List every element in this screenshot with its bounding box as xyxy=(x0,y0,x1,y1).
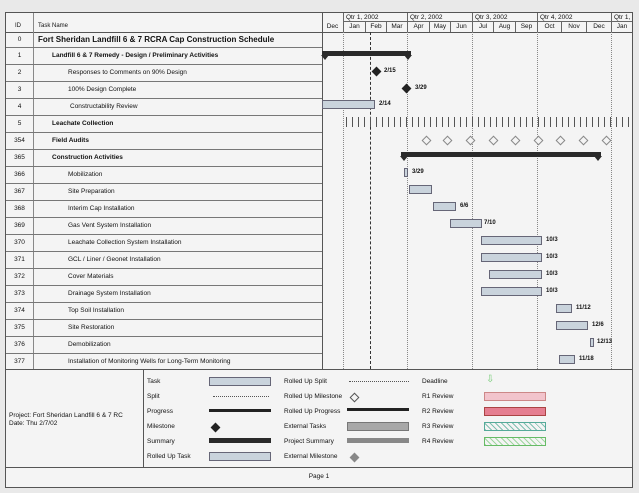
task-id: 374 xyxy=(14,307,25,314)
project-summary-swatch xyxy=(347,438,409,443)
task-id: 368 xyxy=(14,205,25,212)
task-id: 372 xyxy=(14,273,25,280)
deadline-arrow-icon: ⇩ xyxy=(486,374,495,385)
legend-label: External Tasks xyxy=(284,423,327,430)
task-bar[interactable] xyxy=(481,236,542,245)
task-row[interactable] xyxy=(6,201,632,218)
page-footer: Page 1 xyxy=(6,467,632,488)
task-row[interactable] xyxy=(6,82,632,99)
legend-label: Rolled Up Split xyxy=(284,378,327,385)
bar-label: 2/14 xyxy=(379,101,391,107)
legend-label: Rolled Up Milestone xyxy=(284,393,343,400)
legend-label: Rolled Up Task xyxy=(147,453,191,460)
task-bar[interactable] xyxy=(481,253,542,262)
legend-label: R2 Review xyxy=(422,408,454,415)
legend-label: Project Summary xyxy=(284,438,334,445)
task-name-header: Task Name xyxy=(38,23,69,29)
r4-review-swatch xyxy=(484,437,546,446)
summary-swatch xyxy=(209,438,271,443)
bar-label: 11/12 xyxy=(576,305,591,311)
month-header: Jan xyxy=(343,22,365,32)
task-bar[interactable] xyxy=(559,355,575,364)
task-name: Leachate Collection System Installation xyxy=(68,239,182,246)
legend-label: Progress xyxy=(147,408,174,415)
task-row[interactable] xyxy=(6,99,632,116)
task-row[interactable] xyxy=(6,337,632,354)
task-id: 373 xyxy=(14,290,25,297)
task-name: Field Audits xyxy=(52,137,89,144)
month-header: Mar xyxy=(386,22,407,32)
task-name: Site Restoration xyxy=(68,324,115,331)
bar-label: 3/29 xyxy=(415,85,427,91)
bar-label: 10/3 xyxy=(546,254,558,260)
quarter-header: Qtr 1, 2002 xyxy=(343,13,407,22)
task-bar[interactable] xyxy=(322,100,375,109)
task-name: Interim Cap Installation xyxy=(68,205,135,212)
legend-label: R1 Review xyxy=(422,393,454,400)
task-id: 365 xyxy=(14,154,25,161)
legend-label: Deadline xyxy=(422,378,448,385)
task-id: 377 xyxy=(14,358,25,365)
r1-review-swatch xyxy=(484,392,546,401)
task-id: 366 xyxy=(14,171,25,178)
timescale xyxy=(322,13,632,33)
legend-label: Split xyxy=(147,393,160,400)
bar-label: 10/3 xyxy=(546,288,558,294)
task-id: 367 xyxy=(14,188,25,195)
bar-label: 6/6 xyxy=(460,203,469,209)
task-name: Top Soil Installation xyxy=(68,307,125,314)
month-header: Jun xyxy=(450,22,472,32)
bar-label: 12/13 xyxy=(597,339,613,345)
rolled-up-progress-swatch xyxy=(347,408,409,411)
task-bar[interactable] xyxy=(404,168,408,177)
bar-label: 11/18 xyxy=(579,356,594,362)
rolled-up-ticks xyxy=(346,117,632,127)
bar-label: 10/3 xyxy=(546,237,558,243)
bar-label: 2/15 xyxy=(384,68,396,74)
r3-review-swatch xyxy=(484,422,546,431)
month-header: Dec xyxy=(586,22,611,32)
summary-bar[interactable] xyxy=(401,152,601,157)
legend-divider xyxy=(143,370,144,468)
month-header: Aug xyxy=(493,22,515,32)
task-row[interactable] xyxy=(6,303,632,320)
project-date: Date: Thu 2/7/02 xyxy=(9,420,58,427)
task-bar[interactable] xyxy=(433,202,456,211)
legend-label: R3 Review xyxy=(422,423,454,430)
legend-label: Summary xyxy=(147,438,175,445)
task-row[interactable] xyxy=(6,320,632,337)
legend-label: Rolled Up Progress xyxy=(284,408,341,415)
task-id: 354 xyxy=(14,137,25,144)
task-id: 5 xyxy=(17,120,22,127)
split-swatch xyxy=(213,396,269,397)
task-bar[interactable] xyxy=(489,270,542,279)
bar-label: 7/10 xyxy=(484,220,496,226)
task-id: 371 xyxy=(14,256,25,263)
task-id: 370 xyxy=(14,239,25,246)
quarter-header: Qtr 1, xyxy=(611,13,632,22)
bar-label: 10/3 xyxy=(546,271,558,277)
task-row[interactable] xyxy=(6,48,632,65)
external-milestone-swatch xyxy=(350,453,360,463)
task-name: Responses to Comments on 90% Design xyxy=(68,69,187,76)
task-id: 375 xyxy=(14,324,25,331)
task-bar[interactable] xyxy=(590,338,594,347)
task-swatch xyxy=(209,377,271,386)
task-name: 100% Design Complete xyxy=(68,86,137,93)
quarter-header: Qtr 3, 2002 xyxy=(472,13,537,22)
external-tasks-swatch xyxy=(347,422,409,431)
task-id: 0 xyxy=(17,36,22,43)
task-name: Leachate Collection xyxy=(52,120,114,127)
month-header: Jan xyxy=(611,22,632,32)
legend-label: Task xyxy=(147,378,161,385)
progress-swatch xyxy=(209,409,271,412)
gantt-sheet xyxy=(5,12,633,488)
task-row[interactable] xyxy=(6,65,632,82)
task-bar[interactable] xyxy=(556,321,588,330)
month-header: Dec xyxy=(326,23,339,30)
task-id: 3 xyxy=(17,86,22,93)
task-id: 2 xyxy=(17,69,22,76)
legend-label: External Milestone xyxy=(284,453,338,460)
task-name: Site Preparation xyxy=(68,188,115,195)
task-name: Demobilization xyxy=(68,341,111,348)
task-name: Mobilization xyxy=(68,171,103,178)
quarter-header: Qtr 4, 2002 xyxy=(537,13,611,22)
project-name: Project: Fort Sheridan Landfill 6 & 7 RC xyxy=(9,412,123,419)
task-bar[interactable] xyxy=(409,185,432,194)
task-bar[interactable] xyxy=(450,219,482,228)
task-name: Drainage System Installation xyxy=(68,290,151,297)
r2-review-swatch xyxy=(484,407,546,416)
id-header: ID xyxy=(15,23,21,29)
task-id: 1 xyxy=(17,52,22,59)
legend-label: R4 Review xyxy=(422,438,454,445)
legend-label: Milestone xyxy=(147,423,175,430)
task-name: GCL / Liner / Geonet Installation xyxy=(68,256,161,263)
task-bar[interactable] xyxy=(481,287,542,296)
task-name: Installation of Monitoring Wells for Long-Term Monitoring xyxy=(68,358,231,365)
task-name: Constructability Review xyxy=(70,103,138,110)
rolled-up-task-swatch xyxy=(209,452,271,461)
task-row[interactable] xyxy=(6,184,632,201)
summary-bar[interactable] xyxy=(322,51,411,56)
task-id: 376 xyxy=(14,341,25,348)
task-name: Construction Activities xyxy=(52,154,123,161)
task-bar[interactable] xyxy=(556,304,572,313)
task-name: Gas Vent System Installation xyxy=(68,222,152,229)
task-row[interactable] xyxy=(6,167,632,184)
legend xyxy=(6,369,632,468)
rolled-up-milestone-swatch xyxy=(350,393,360,403)
task-name: Cover Materials xyxy=(68,273,114,280)
month-header: Oct xyxy=(537,22,561,32)
month-header: May xyxy=(429,22,450,32)
bar-label: 12/6 xyxy=(592,322,604,328)
month-header: Jul xyxy=(472,22,493,32)
task-name: Fort Sheridan Landfill 6 & 7 RCRA Cap Construction Schedule xyxy=(38,35,275,44)
month-header: Sep xyxy=(515,22,537,32)
month-header: Feb xyxy=(365,22,386,32)
month-header: Nov xyxy=(561,22,586,32)
task-id: 369 xyxy=(14,222,25,229)
task-id: 4 xyxy=(17,103,22,110)
task-row[interactable] xyxy=(6,218,632,235)
quarter-header: Qtr 2, 2002 xyxy=(407,13,472,22)
month-header: Apr xyxy=(407,22,429,32)
table-header xyxy=(6,13,322,33)
milestone-swatch xyxy=(211,423,221,433)
bar-label: 3/29 xyxy=(412,169,424,175)
rolled-up-split-swatch xyxy=(349,381,409,382)
task-name: Landfill 6 & 7 Remedy - Design / Preliminary Activities xyxy=(52,52,219,59)
